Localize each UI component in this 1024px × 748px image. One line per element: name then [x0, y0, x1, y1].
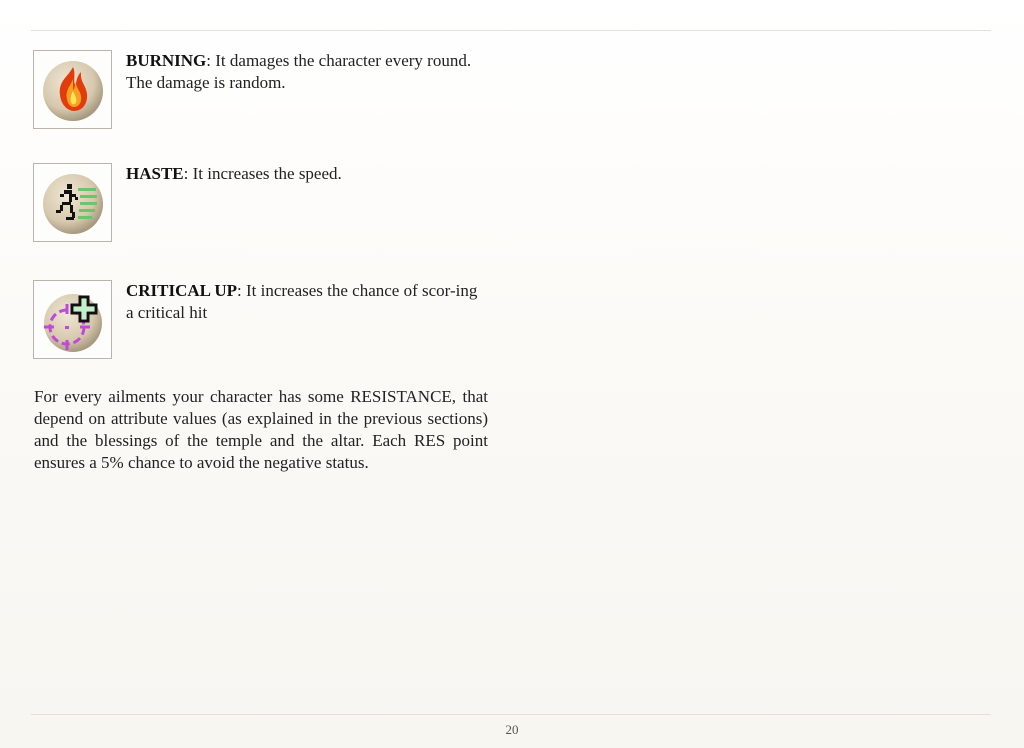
resistance-paragraph: For every ailments your character has some RESISTANCE, that depend on attribute values (as explained in the previous sections) and the blessings of the temple and the altar. Each RES point ensures a 5% chance to avoid the negative status.	[34, 387, 488, 472]
page-number: 20	[505, 722, 519, 737]
burning-icon-frame	[33, 50, 112, 129]
top-divider	[31, 30, 991, 31]
status-burning	[33, 50, 493, 132]
fire-icon	[40, 57, 107, 124]
status-name: CRITICAL UP	[126, 281, 237, 300]
status-name: BURNING	[126, 51, 207, 70]
status-text: : It damages the character every round. The damage is random.	[126, 51, 472, 92]
running-figure-icon	[40, 170, 107, 237]
status-text: : It increases the speed.	[183, 164, 342, 183]
status-text: : It increases the chance of scor-ing a critical hit	[126, 281, 478, 322]
critical-up-icon-frame	[33, 280, 112, 359]
haste-description	[126, 163, 488, 185]
crosshair-plus-icon	[40, 287, 107, 354]
haste-icon-frame	[33, 163, 112, 242]
burning-description	[126, 50, 488, 94]
status-haste	[33, 163, 493, 245]
bottom-divider	[31, 714, 991, 715]
critical-up-description	[126, 280, 488, 324]
status-critical-up	[33, 280, 493, 362]
status-name: HASTE	[126, 164, 184, 183]
